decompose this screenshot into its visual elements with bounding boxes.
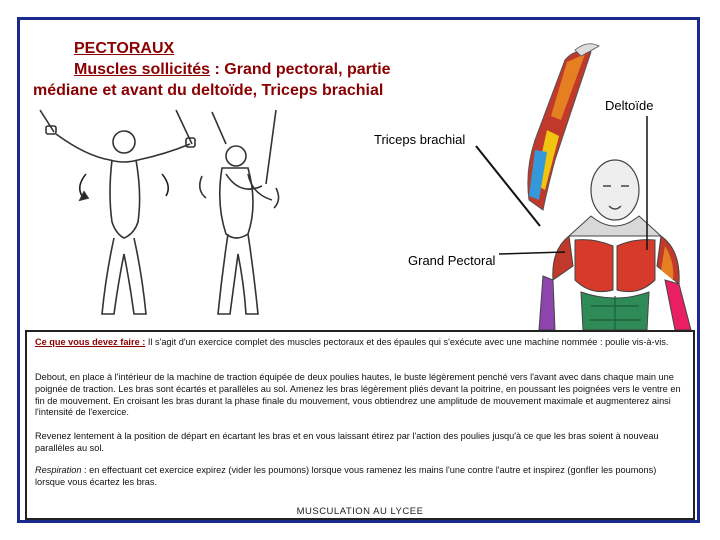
title-muscles-label: Muscles sollicités xyxy=(74,61,211,78)
title-line-2 xyxy=(74,59,391,80)
page-title xyxy=(74,38,174,59)
label-grand-pectoral: Grand Pectoral xyxy=(408,253,496,268)
breathing-text: : en effectuant cet exercice expirez (vider les poumons) lorsque vous ramenez les mains l'une contre l'autre et inspirez (gonfler les poumons) lorsque vous écartez les bras. xyxy=(35,465,657,487)
title-line-1: PECTORAUX xyxy=(74,40,175,57)
title-line-3: médiane et avant du deltoïde, Triceps brachial xyxy=(33,82,384,99)
instructions-heading: Ce que vous devez faire : xyxy=(35,337,146,347)
title-muscles-list: : Grand pectoral, partie xyxy=(210,61,391,78)
paragraph-position: Debout, en place à l'intérieur de la machine de traction équipée de deux poulies hautes, le buste légèrement penché vers l'avant avec dans chaque main une poignée de traction. Les bras sont écartés et parallèles au sol. Amenez les bras légèrement pliés devant la poitrine, en poussant les poignées vers le ventre en fin de mouvement. En croisant les bras durant la phase finale du mouvement, vous obtiendrez une amplitude de mouvement maximale et augmenterez ainsi l'intensité de l'exercice. xyxy=(35,372,681,418)
instructions-box xyxy=(25,330,695,520)
paragraph-breathing xyxy=(35,465,685,489)
intro-paragraph xyxy=(35,337,685,349)
paragraph-return: Revenez lentement à la position de départ en écartant les bras et en vous laissant étirez par l'action des poulies jusqu'à ce que les bras soient à nouveau parallèles au sol. xyxy=(35,431,659,453)
label-deltoide: Deltoïde xyxy=(605,98,654,113)
footer-caption: MUSCULATION AU LYCEE xyxy=(296,506,424,517)
triceps-pointer xyxy=(470,140,550,240)
breathing-label: Respiration xyxy=(35,465,82,475)
label-triceps: Triceps brachial xyxy=(374,132,466,147)
intro-text: Il s'agit d'un exercice complet des muscles pectoraux et des épaules qui s'exécute avec une machine nommée : poulie vis-à-vis. xyxy=(145,337,669,347)
cable-crossover-illustration xyxy=(26,104,286,328)
